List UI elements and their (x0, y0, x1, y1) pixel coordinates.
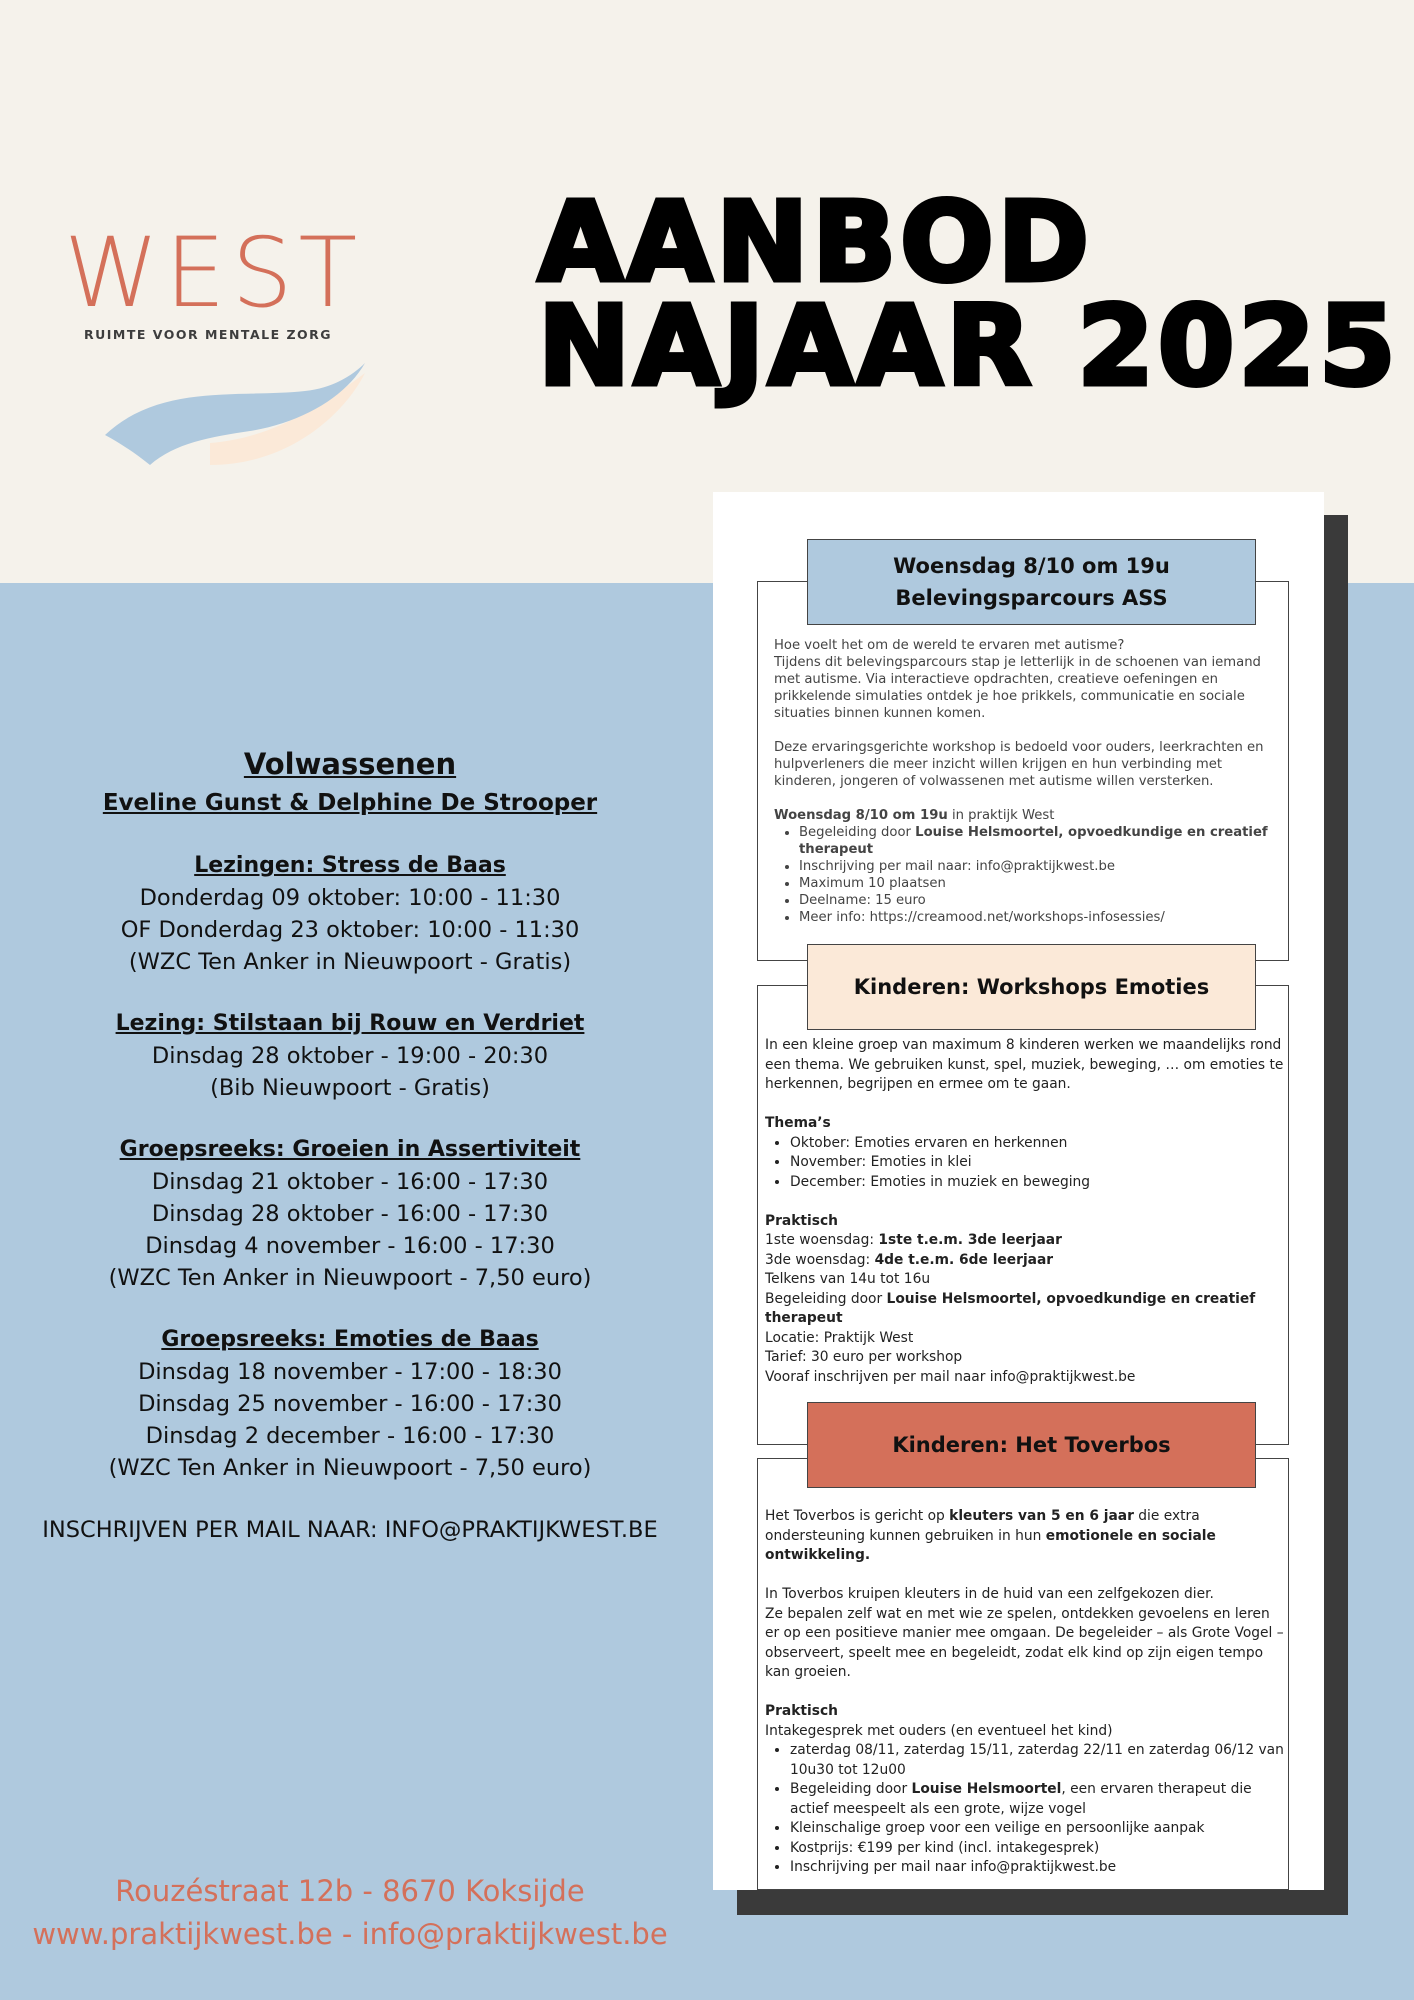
list-item: • Inschrijving per mail naar info@praktijkwest.be (790, 1858, 1285, 1878)
event-time: Woensdag 8/10 om 19u (774, 808, 948, 823)
practical-title: Praktisch (765, 1212, 838, 1229)
wave-icon (100, 343, 370, 468)
time: Telkens van 14u tot 16u (765, 1271, 931, 1287)
card-belevingsparcours-title: Belevingsparcours ASS (895, 586, 1168, 610)
details-list (799, 824, 1284, 926)
footer-contact: www.praktijkwest.be - info@praktijkwest.be (32, 1917, 668, 1951)
logo-wordmark: WEST (64, 217, 364, 329)
section-line: Dinsdag 18 november - 17:00 - 18:30 (138, 1359, 562, 1385)
section-line: Donderdag 09 oktober: 10:00 - 11:30 (139, 885, 561, 911)
wed3-grades: 4de t.e.m. 6de leerjaar (874, 1251, 1054, 1268)
paragraph: Ze bepalen zelf wat en met wie ze spelen, ontdekken gevoelens en leren er op een positieve manier mee omgaan. De begeleider – als Grote Vogel – observeert, speelt mee en begeleidt, zodat elk kind op zijn eigen tempo kan groeien. (765, 1605, 1284, 1680)
list-item: • Meer info: https://creamood.net/workshops-infosessies/ (799, 909, 1284, 926)
list-item: • Inschrijving per mail naar: info@praktijkwest.be (799, 858, 1284, 875)
card-belevingsparcours-header (807, 539, 1256, 625)
guide-rest: , een ervaren therapeut die actief meespeelt als een grote, wijze vogel (790, 1781, 1252, 1817)
guide-pre: Begeleiding door (765, 1290, 887, 1307)
card-workshops-emoties-title: Kinderen: Workshops Emoties (853, 975, 1210, 999)
card-workshops-emoties-header (807, 944, 1256, 1030)
signup-line: INSCHRIJVEN PER MAIL NAAR: INFO@PRAKTIJKWEST.BE (42, 1517, 658, 1543)
paragraph: Hoe voelt het om de wereld te ervaren met autisme? (774, 638, 1125, 653)
guide-pre: Begeleiding door (790, 1781, 912, 1797)
paragraph: Deze ervaringsgerichte workshop is bedoeld voor ouders, leerkrachten en hulpverleners die meer inzicht willen krijgen en hun verbinding met kinderen, jongeren of volwassenen met autisme willen versterken. (774, 740, 1264, 789)
card-workshops-emoties-body (765, 1036, 1285, 1387)
wed3-label: 3de woensdag: (765, 1251, 875, 1268)
intro-text: Het Toverbos is gericht op (765, 1508, 950, 1524)
section-line: Dinsdag 28 oktober - 16:00 - 17:30 (151, 1201, 549, 1227)
section-title: Groepsreeks: Emoties de Baas (161, 1327, 539, 1352)
development-focus: emotionele en sociale ontwikkeling. (765, 1527, 1216, 1563)
paragraph: In Toverbos kruipen kleuters in de huid van een zelfgekozen dier. (765, 1586, 1214, 1602)
guide-name: Louise Helsmoortel, opvoedkundige en creatief therapeut (799, 825, 1268, 857)
guide-pre: Begeleiding door (799, 825, 916, 840)
card-belevingsparcours-body (774, 637, 1284, 926)
paragraph: In een kleine groep van maximum 8 kinderen werken we maandelijks rond een thema. We gebruiken kunst, spel, muziek, beweging, … om emoties te herkennen, begrijpen en ermee om te gaan. (765, 1037, 1284, 1092)
target-age: kleuters van 5 en 6 jaar (949, 1508, 1134, 1524)
title-line-2: NAJAAR 2025 (538, 282, 1400, 410)
section-line: (WZC Ten Anker in Nieuwpoort - 7,50 euro) (108, 1455, 592, 1481)
page-title (538, 178, 1400, 410)
guide-name: Louise Helsmoortel (911, 1781, 1062, 1797)
section-line: Dinsdag 25 november - 16:00 - 17:30 (138, 1391, 562, 1417)
section-line: Dinsdag 28 oktober - 19:00 - 20:30 (151, 1043, 549, 1069)
card-toverbos-title: Kinderen: Het Toverbos (892, 1433, 1171, 1457)
audience-heading: Volwassenen (243, 747, 457, 781)
section-line: (WZC Ten Anker in Nieuwpoort - Gratis) (128, 949, 572, 975)
paragraph: Tijdens dit belevingsparcours stap je letterlijk in de schoenen van iemand met autisme. Via interactieve opdrachten, creatieve oefeningen en prikkelende simulaties ontdek je hoe prikkels, communicatie en sociale situaties binnen kunnen komen. (774, 655, 1261, 721)
list-item: • Maximum 10 plaatsen (799, 875, 1284, 892)
list-item: • December: Emoties in muziek en beweging (790, 1173, 1285, 1193)
footer (0, 1870, 700, 1956)
section-title: Lezing: Stilstaan bij Rouw en Verdriet (115, 1011, 585, 1036)
practical-title: Praktisch (765, 1703, 838, 1719)
presenters: Eveline Gunst & Delphine De Strooper (102, 790, 598, 816)
list-item (799, 824, 1284, 858)
event-location: in praktijk West (947, 808, 1055, 823)
section-line: (WZC Ten Anker in Nieuwpoort - 7,50 euro) (108, 1265, 592, 1291)
list-item: • Deelname: 15 euro (799, 892, 1284, 909)
intake: Intakegesprek met ouders (en eventueel het kind) (765, 1722, 1113, 1739)
guide-name: Louise Helsmoortel, opvoedkundige en creatief therapeut (765, 1290, 1256, 1326)
logo (60, 217, 380, 465)
footer-address: Rouzéstraat 12b - 8670 Koksijde (115, 1874, 585, 1908)
details-list (790, 1741, 1285, 1878)
wed1-grades: 1ste t.e.m. 3de leerjaar (878, 1232, 1062, 1248)
list-item (790, 1780, 1285, 1819)
themes-list (790, 1134, 1285, 1193)
location: Locatie: Praktijk West (765, 1329, 914, 1346)
paragraph (774, 807, 1284, 824)
section-title: Lezingen: Stress de Baas (194, 853, 506, 878)
title-line-1: AANBOD (538, 178, 1093, 306)
list-item: • November: Emoties in klei (790, 1153, 1285, 1173)
logo-tagline: RUIMTE VOOR MENTALE ZORG (84, 327, 333, 342)
section-line: Dinsdag 21 oktober - 16:00 - 17:30 (151, 1169, 549, 1195)
list-item: • Oktober: Emoties ervaren en herkennen (790, 1134, 1285, 1154)
card-toverbos-header (807, 1402, 1256, 1488)
section-line: Dinsdag 2 december - 16:00 - 17:30 (145, 1423, 555, 1449)
list-item: • Kleinschalige groep voor een veilige en persoonlijke aanpak (790, 1819, 1285, 1839)
themes-title: Thema’s (765, 1115, 831, 1131)
section-line: OF Donderdag 23 oktober: 10:00 - 11:30 (120, 917, 580, 943)
list-item: • zaterdag 08/11, zaterdag 15/11, zaterdag 22/11 en zaterdag 06/12 van 10u30 tot 12u00 (790, 1741, 1285, 1780)
adult-program (0, 742, 700, 1546)
card-belevingsparcours-date: Woensdag 8/10 om 19u (893, 554, 1170, 578)
intro-text: die extra ondersteuning kunnen gebruiken in hun (765, 1508, 1200, 1544)
rate: Tarief: 30 euro per workshop (765, 1349, 963, 1365)
section-title: Groepsreeks: Groeien in Assertiviteit (119, 1137, 581, 1162)
section-line: (Bib Nieuwpoort - Gratis) (210, 1075, 490, 1101)
section-line: Dinsdag 4 november - 16:00 - 17:30 (145, 1233, 555, 1259)
signup: Vooraf inschrijven per mail naar info@praktijkwest.be (765, 1368, 1136, 1385)
wed1-label: 1ste woensdag: (765, 1232, 879, 1248)
card-toverbos-body (765, 1507, 1285, 1878)
list-item: • Kostprijs: €199 per kind (incl. intakegesprek) (790, 1839, 1285, 1859)
